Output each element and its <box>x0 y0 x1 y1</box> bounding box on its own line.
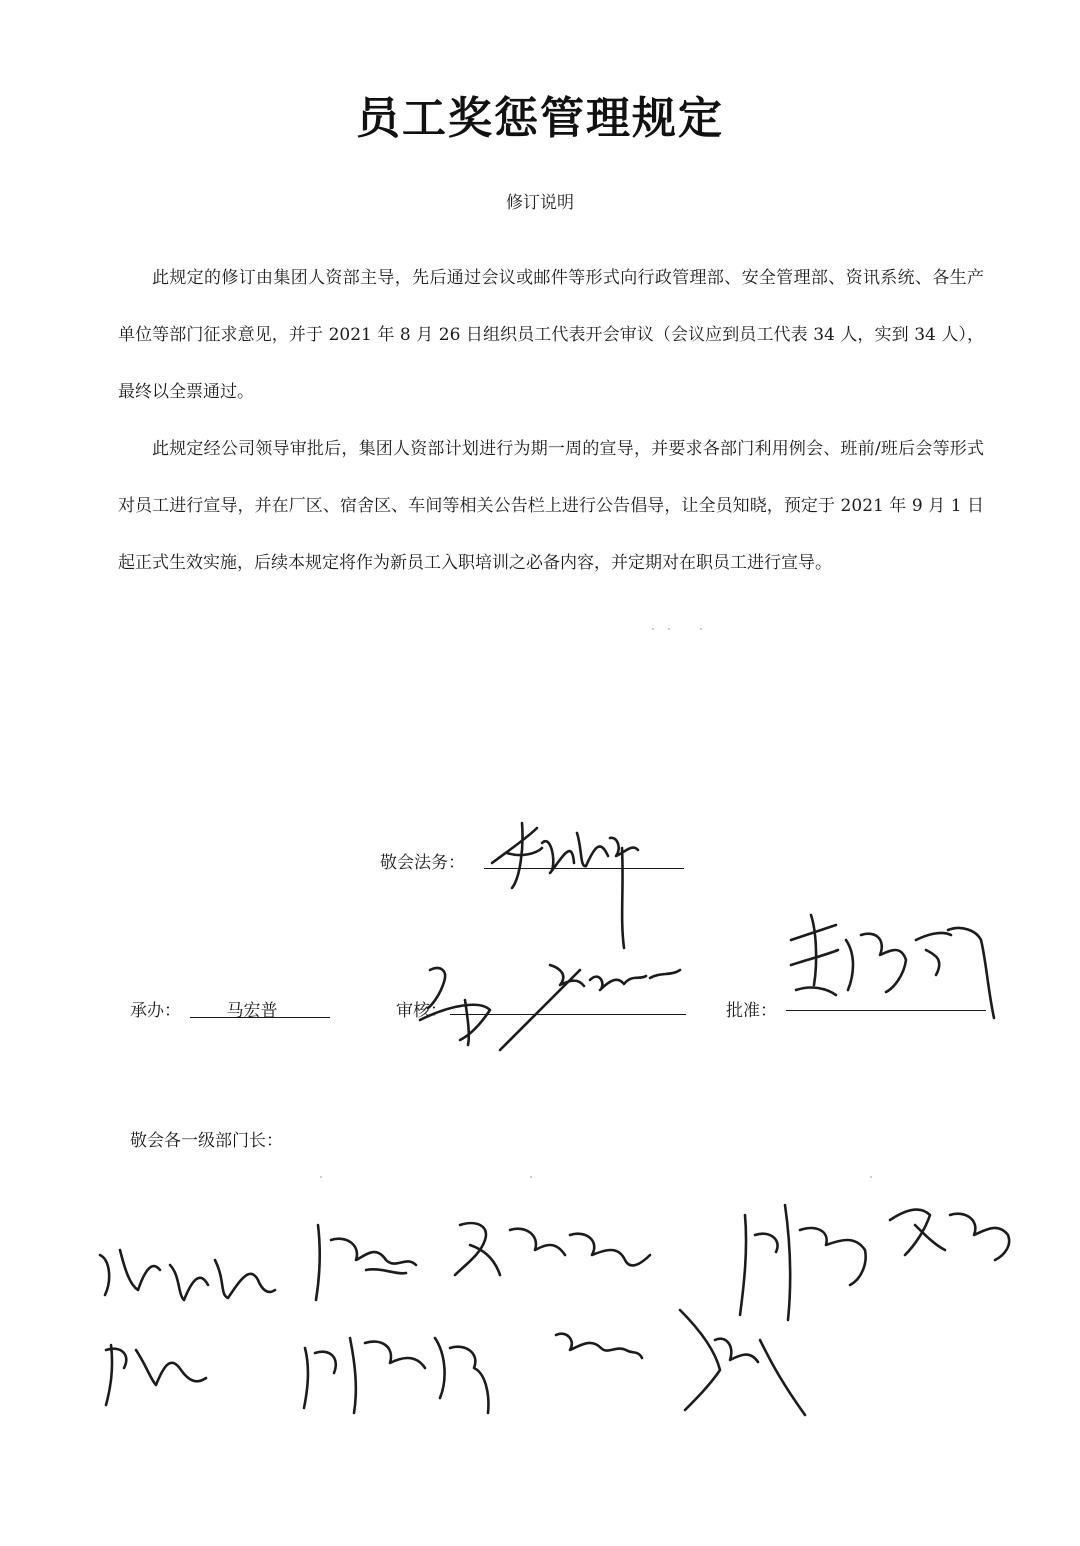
document-subtitle: 修订说明 <box>506 193 574 213</box>
legal-signature <box>482 808 662 958</box>
scan-speck <box>870 1176 872 1178</box>
paragraph-2: 此规定经公司领导审批后，集团人资部计划进行为期一周的宣导，并要求各部门利用例会、班前/班后会等形式对员工进行宣导，并在厂区、宿舍区、车间等相关公告栏上进行公告倡导，让全员知晓，预定于 2021 年 9 月 1 日起正式生效实施，后续本规定将作为新员工入职培训之必备内容，并定期对在职员工进行宣导。 <box>118 439 984 573</box>
dept-head-signature-7 <box>290 1318 510 1418</box>
dept-head-signature-1 <box>90 1240 280 1310</box>
dept-head-signature-9 <box>670 1300 820 1420</box>
scan-speck <box>320 1176 322 1178</box>
dept-head-signature-2 <box>306 1215 456 1305</box>
scan-speck <box>700 628 702 630</box>
handler-label: 承办： <box>130 1001 181 1021</box>
approval-signature <box>776 900 1006 1030</box>
scan-speck <box>652 628 654 630</box>
handler-signature-line <box>190 1017 330 1018</box>
scan-speck <box>530 1176 532 1178</box>
scan-speck <box>668 628 670 630</box>
review-signature <box>410 950 690 1070</box>
revision-notes <box>118 250 984 592</box>
paragraph-1: 此规定的修订由集团人资部主导，先后通过会议或邮件等形式向行政管理部、安全管理部、资讯系统、各生产单位等部门征求意见，并于 2021 年 8 月 26 日组织员工代表开会审议（会议应到员工代表 34 人，实到 34 人），最终以全票通过。 <box>118 268 984 402</box>
legal-label: 敬会法务： <box>380 853 465 873</box>
dept-head-signature-8 <box>546 1320 646 1370</box>
review-label: 审核： <box>396 1001 447 1021</box>
document-title: 员工奖惩管理规定 <box>356 93 724 144</box>
dept-head-signature-5 <box>880 1190 1020 1270</box>
handler-name: 马宏普 <box>226 1001 278 1021</box>
dept-heads-label: 敬会各一级部门长： <box>130 1131 283 1151</box>
approve-label: 批准： <box>726 1001 777 1021</box>
dept-head-signature-3 <box>440 1205 660 1300</box>
dept-head-signature-6 <box>96 1330 216 1410</box>
